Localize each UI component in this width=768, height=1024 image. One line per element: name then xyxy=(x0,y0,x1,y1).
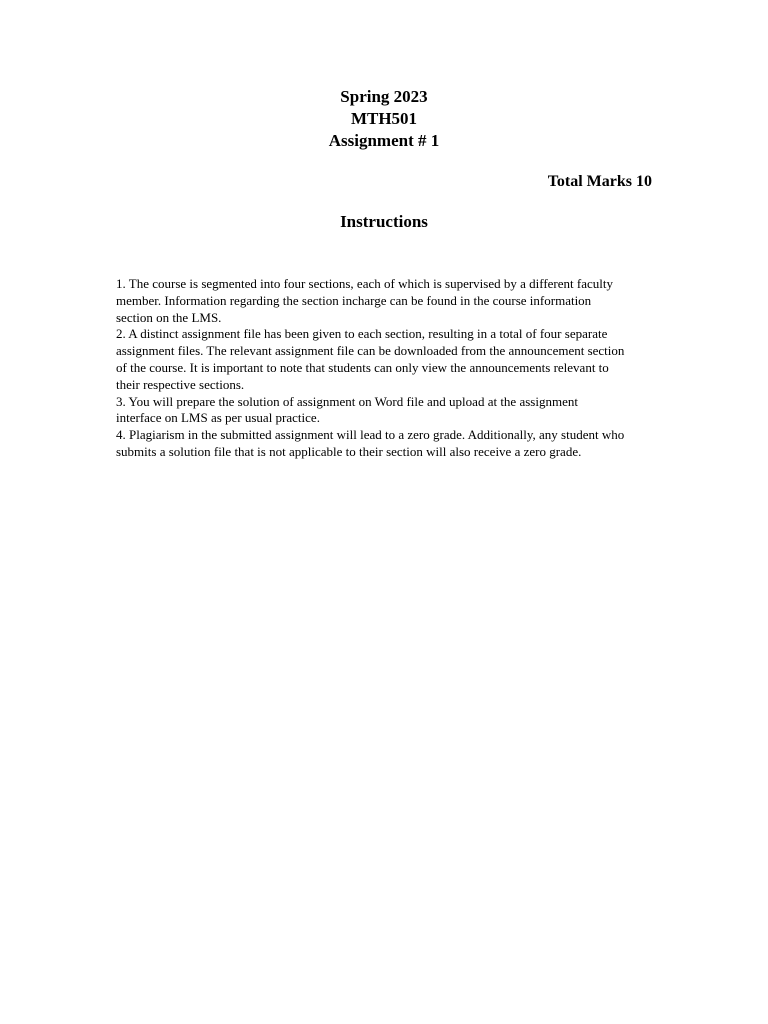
instruction-item-3: 3. You will prepare the solution of assignment on Word file and upload at the assignment interface on LMS as per usual practice. xyxy=(116,393,578,426)
term-label: Spring 2023 xyxy=(340,87,428,106)
instructions-list xyxy=(116,276,626,461)
course-code: MTH501 xyxy=(350,109,418,128)
total-marks: Total Marks 10 xyxy=(547,173,652,190)
instructions-heading: Instructions xyxy=(340,212,428,231)
instruction-item-1: 1. The course is segmented into four sections, each of which is supervised by a different faculty member. Information regarding the section incharge can be found in the course information section on the LMS. xyxy=(116,276,613,325)
instruction-item-4: 4. Plagiarism in the submitted assignment will lead to a zero grade. Additionally, any student who submits a solution file that is not applicable to their section will also receive a zero grade. xyxy=(116,427,625,459)
instruction-item-2: 2. A distinct assignment file has been given to each section, resulting in a total of four separate assignment files. The relevant assignment file can be downloaded from the announcement section of the course. It is important to note that students can only view the announcements relevant to their respective sections. xyxy=(116,326,625,392)
document-header xyxy=(0,86,768,152)
assignment-title: Assignment # 1 xyxy=(328,131,440,150)
